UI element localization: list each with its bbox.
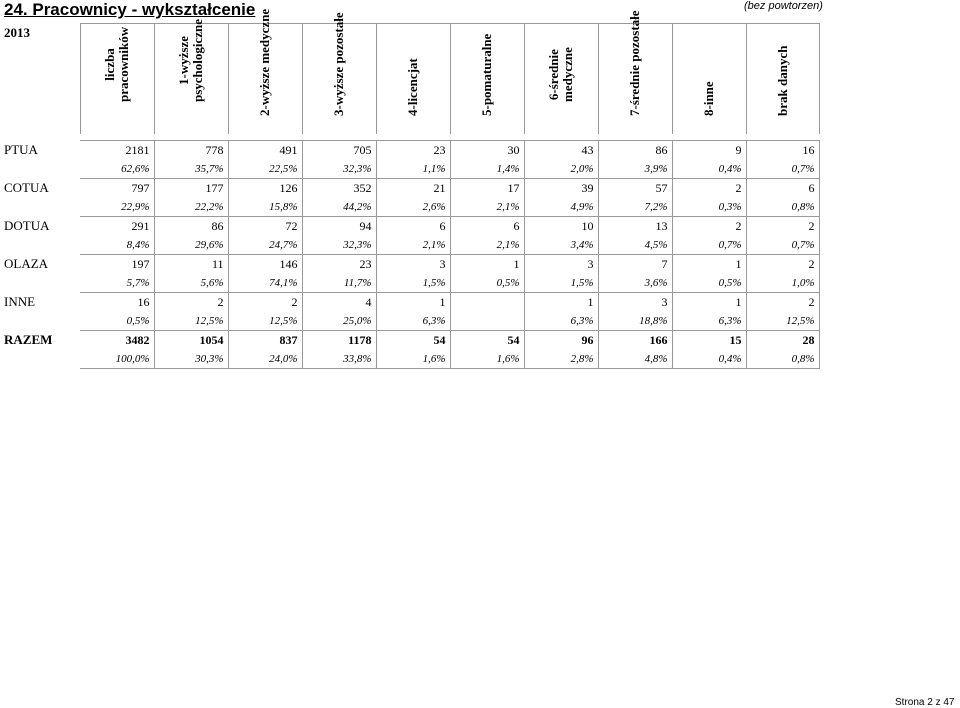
page-footer: Strona 2 z 47 bbox=[895, 697, 955, 708]
percent-cell: 0,4% bbox=[672, 350, 746, 369]
percent-cell: 4,8% bbox=[598, 350, 672, 369]
percent-cell: 8,4% bbox=[80, 236, 154, 255]
row-label: OLAZA bbox=[4, 256, 49, 272]
count-cell: 1054 bbox=[154, 331, 228, 351]
row-label-blank bbox=[2, 236, 80, 255]
row-label: COTUA bbox=[4, 180, 49, 196]
table-row-counts bbox=[2, 293, 819, 313]
table-row-percents bbox=[2, 160, 819, 179]
count-cell: 4 bbox=[302, 293, 376, 313]
count-cell: 837 bbox=[228, 331, 302, 351]
count-cell: 1 bbox=[376, 293, 450, 313]
count-cell: 94 bbox=[302, 217, 376, 237]
count-cell: 2 bbox=[154, 293, 228, 313]
count-cell: 2 bbox=[746, 217, 819, 237]
count-cell: 6 bbox=[450, 217, 524, 237]
table-row-counts bbox=[2, 331, 819, 351]
count-cell: 778 bbox=[154, 141, 228, 161]
count-cell: 2 bbox=[746, 255, 819, 275]
table-row-percents bbox=[2, 312, 819, 331]
column-header bbox=[746, 24, 819, 135]
percent-cell: 24,0% bbox=[228, 350, 302, 369]
percent-cell: 1,6% bbox=[450, 350, 524, 369]
count-cell: 43 bbox=[524, 141, 598, 161]
column-header bbox=[228, 8, 302, 135]
count-cell: 16 bbox=[746, 141, 819, 161]
column-header-label: 8-inne bbox=[701, 81, 716, 116]
count-cell: 352 bbox=[302, 179, 376, 199]
count-cell: 39 bbox=[524, 179, 598, 199]
row-label-blank bbox=[2, 160, 80, 179]
percent-cell: 22,5% bbox=[228, 160, 302, 179]
percent-cell: 33,8% bbox=[302, 350, 376, 369]
percent-cell: 29,6% bbox=[154, 236, 228, 255]
count-cell: 6 bbox=[376, 217, 450, 237]
table-row-counts bbox=[2, 255, 819, 275]
table-row-percents bbox=[2, 236, 819, 255]
column-header bbox=[598, 10, 672, 135]
row-label: INNE bbox=[4, 294, 36, 310]
count-cell: 2181 bbox=[80, 141, 154, 161]
count-cell: 1 bbox=[672, 293, 746, 313]
page-title: 24. Pracownicy - wykształcenie bbox=[4, 0, 256, 19]
percent-cell: 6,3% bbox=[524, 312, 598, 331]
column-header bbox=[80, 24, 154, 135]
column-header-label: 7-średnie pozostałe bbox=[627, 10, 642, 116]
count-cell: 2 bbox=[672, 217, 746, 237]
percent-cell: 1,1% bbox=[376, 160, 450, 179]
percent-cell: 0,7% bbox=[672, 236, 746, 255]
count-cell: 1178 bbox=[302, 331, 376, 351]
percent-cell: 3,9% bbox=[598, 160, 672, 179]
header-corner bbox=[2, 24, 80, 135]
column-header-label: liczba pracowników bbox=[102, 26, 131, 102]
count-cell: 9 bbox=[672, 141, 746, 161]
percent-cell: 35,7% bbox=[154, 160, 228, 179]
column-header-label: 3-wyższe pozostałe bbox=[331, 12, 346, 116]
column-header bbox=[672, 24, 746, 135]
percent-cell: 0,5% bbox=[450, 274, 524, 293]
count-cell: 72 bbox=[228, 217, 302, 237]
table-row-counts bbox=[2, 179, 819, 199]
percent-cell: 32,3% bbox=[302, 160, 376, 179]
row-label-blank bbox=[2, 350, 80, 369]
row-label: PTUA bbox=[4, 142, 38, 158]
column-header-label: 1-wyższe psychologiczne bbox=[176, 18, 205, 102]
percent-cell: 100,0% bbox=[80, 350, 154, 369]
count-cell: 705 bbox=[302, 141, 376, 161]
percent-cell: 25,0% bbox=[302, 312, 376, 331]
percent-cell: 0,5% bbox=[672, 274, 746, 293]
percent-cell: 2,0% bbox=[524, 160, 598, 179]
count-cell: 491 bbox=[228, 141, 302, 161]
count-cell: 23 bbox=[376, 141, 450, 161]
count-cell: 197 bbox=[80, 255, 154, 275]
count-cell: 30 bbox=[450, 141, 524, 161]
count-cell: 2 bbox=[672, 179, 746, 199]
percent-cell: 1,5% bbox=[376, 274, 450, 293]
count-cell: 1 bbox=[524, 293, 598, 313]
percent-cell: 12,5% bbox=[154, 312, 228, 331]
count-cell: 3482 bbox=[80, 331, 154, 351]
count-cell: 166 bbox=[598, 331, 672, 351]
count-cell: 57 bbox=[598, 179, 672, 199]
row-label: RAZEM bbox=[4, 332, 53, 348]
percent-cell bbox=[450, 312, 524, 331]
percent-cell: 1,6% bbox=[376, 350, 450, 369]
count-cell: 2 bbox=[746, 293, 819, 313]
count-cell: 1 bbox=[672, 255, 746, 275]
row-label: DOTUA bbox=[4, 218, 50, 234]
column-header-label: brak danych bbox=[774, 45, 790, 116]
count-cell: 86 bbox=[154, 217, 228, 237]
percent-cell: 5,6% bbox=[154, 274, 228, 293]
percent-cell: 2,1% bbox=[376, 236, 450, 255]
column-header bbox=[154, 18, 228, 135]
column-header-label: 2-wyższe medyczne bbox=[257, 8, 272, 116]
percent-cell: 32,3% bbox=[302, 236, 376, 255]
table-row-percents bbox=[2, 198, 819, 217]
percent-cell: 4,9% bbox=[524, 198, 598, 217]
percent-cell: 22,9% bbox=[80, 198, 154, 217]
percent-cell: 62,6% bbox=[80, 160, 154, 179]
count-cell: 11 bbox=[154, 255, 228, 275]
percent-cell: 24,7% bbox=[228, 236, 302, 255]
column-header-label: 4-licencjat bbox=[405, 58, 420, 116]
percent-cell: 0,4% bbox=[672, 160, 746, 179]
percent-cell: 12,5% bbox=[746, 312, 819, 331]
percent-cell: 0,3% bbox=[672, 198, 746, 217]
column-header bbox=[450, 24, 524, 135]
count-cell: 7 bbox=[598, 255, 672, 275]
percent-cell: 3,6% bbox=[598, 274, 672, 293]
percent-cell: 4,5% bbox=[598, 236, 672, 255]
count-cell: 3 bbox=[598, 293, 672, 313]
column-header bbox=[376, 24, 450, 135]
percent-cell: 0,8% bbox=[746, 198, 819, 217]
count-cell: 6 bbox=[746, 179, 819, 199]
count-cell: 1 bbox=[450, 255, 524, 275]
percent-cell: 18,8% bbox=[598, 312, 672, 331]
count-cell: 2 bbox=[228, 293, 302, 313]
count-cell: 291 bbox=[80, 217, 154, 237]
count-cell: 54 bbox=[450, 331, 524, 351]
percent-cell: 44,2% bbox=[302, 198, 376, 217]
count-cell: 3 bbox=[376, 255, 450, 275]
table-row-percents bbox=[2, 274, 819, 293]
column-header-label: 5-pomaturalne bbox=[479, 33, 494, 116]
percent-cell: 2,8% bbox=[524, 350, 598, 369]
count-cell bbox=[450, 293, 524, 313]
percent-cell: 11,7% bbox=[302, 274, 376, 293]
column-header-label: 6-średnie medyczne bbox=[546, 47, 575, 102]
percent-cell: 74,1% bbox=[228, 274, 302, 293]
percent-cell: 6,3% bbox=[672, 312, 746, 331]
count-cell: 21 bbox=[376, 179, 450, 199]
percent-cell: 2,1% bbox=[450, 198, 524, 217]
percent-cell: 6,3% bbox=[376, 312, 450, 331]
count-cell: 10 bbox=[524, 217, 598, 237]
percent-cell: 2,1% bbox=[450, 236, 524, 255]
table-row-counts bbox=[2, 141, 819, 161]
column-header bbox=[524, 24, 598, 135]
percent-cell: 7,2% bbox=[598, 198, 672, 217]
count-cell: 15 bbox=[672, 331, 746, 351]
percent-cell: 12,5% bbox=[228, 312, 302, 331]
count-cell: 16 bbox=[80, 293, 154, 313]
count-cell: 96 bbox=[524, 331, 598, 351]
count-cell: 28 bbox=[746, 331, 819, 351]
row-label-blank bbox=[2, 312, 80, 331]
count-cell: 23 bbox=[302, 255, 376, 275]
count-cell: 797 bbox=[80, 179, 154, 199]
percent-cell: 0,7% bbox=[746, 160, 819, 179]
count-cell: 17 bbox=[450, 179, 524, 199]
percent-cell: 1,5% bbox=[524, 274, 598, 293]
percent-cell: 0,5% bbox=[80, 312, 154, 331]
percent-cell: 2,6% bbox=[376, 198, 450, 217]
percent-cell: 3,4% bbox=[524, 236, 598, 255]
percent-cell: 1,0% bbox=[746, 274, 819, 293]
percent-cell: 0,8% bbox=[746, 350, 819, 369]
header-row bbox=[2, 24, 819, 135]
table-row-percents bbox=[2, 350, 819, 369]
table-row-counts bbox=[2, 217, 819, 237]
count-cell: 146 bbox=[228, 255, 302, 275]
row-label-blank bbox=[2, 274, 80, 293]
count-cell: 126 bbox=[228, 179, 302, 199]
subtitle: (bez powtorzen) bbox=[744, 0, 823, 12]
count-cell: 86 bbox=[598, 141, 672, 161]
column-header bbox=[302, 12, 376, 135]
percent-cell: 30,3% bbox=[154, 350, 228, 369]
percent-cell: 5,7% bbox=[80, 274, 154, 293]
count-cell: 177 bbox=[154, 179, 228, 199]
percent-cell: 0,7% bbox=[746, 236, 819, 255]
percent-cell: 15,8% bbox=[228, 198, 302, 217]
count-cell: 3 bbox=[524, 255, 598, 275]
row-label-blank bbox=[2, 198, 80, 217]
year-label: 2013 bbox=[4, 25, 30, 40]
count-cell: 13 bbox=[598, 217, 672, 237]
percent-cell: 22,2% bbox=[154, 198, 228, 217]
count-cell: 54 bbox=[376, 331, 450, 351]
percent-cell: 1,4% bbox=[450, 160, 524, 179]
